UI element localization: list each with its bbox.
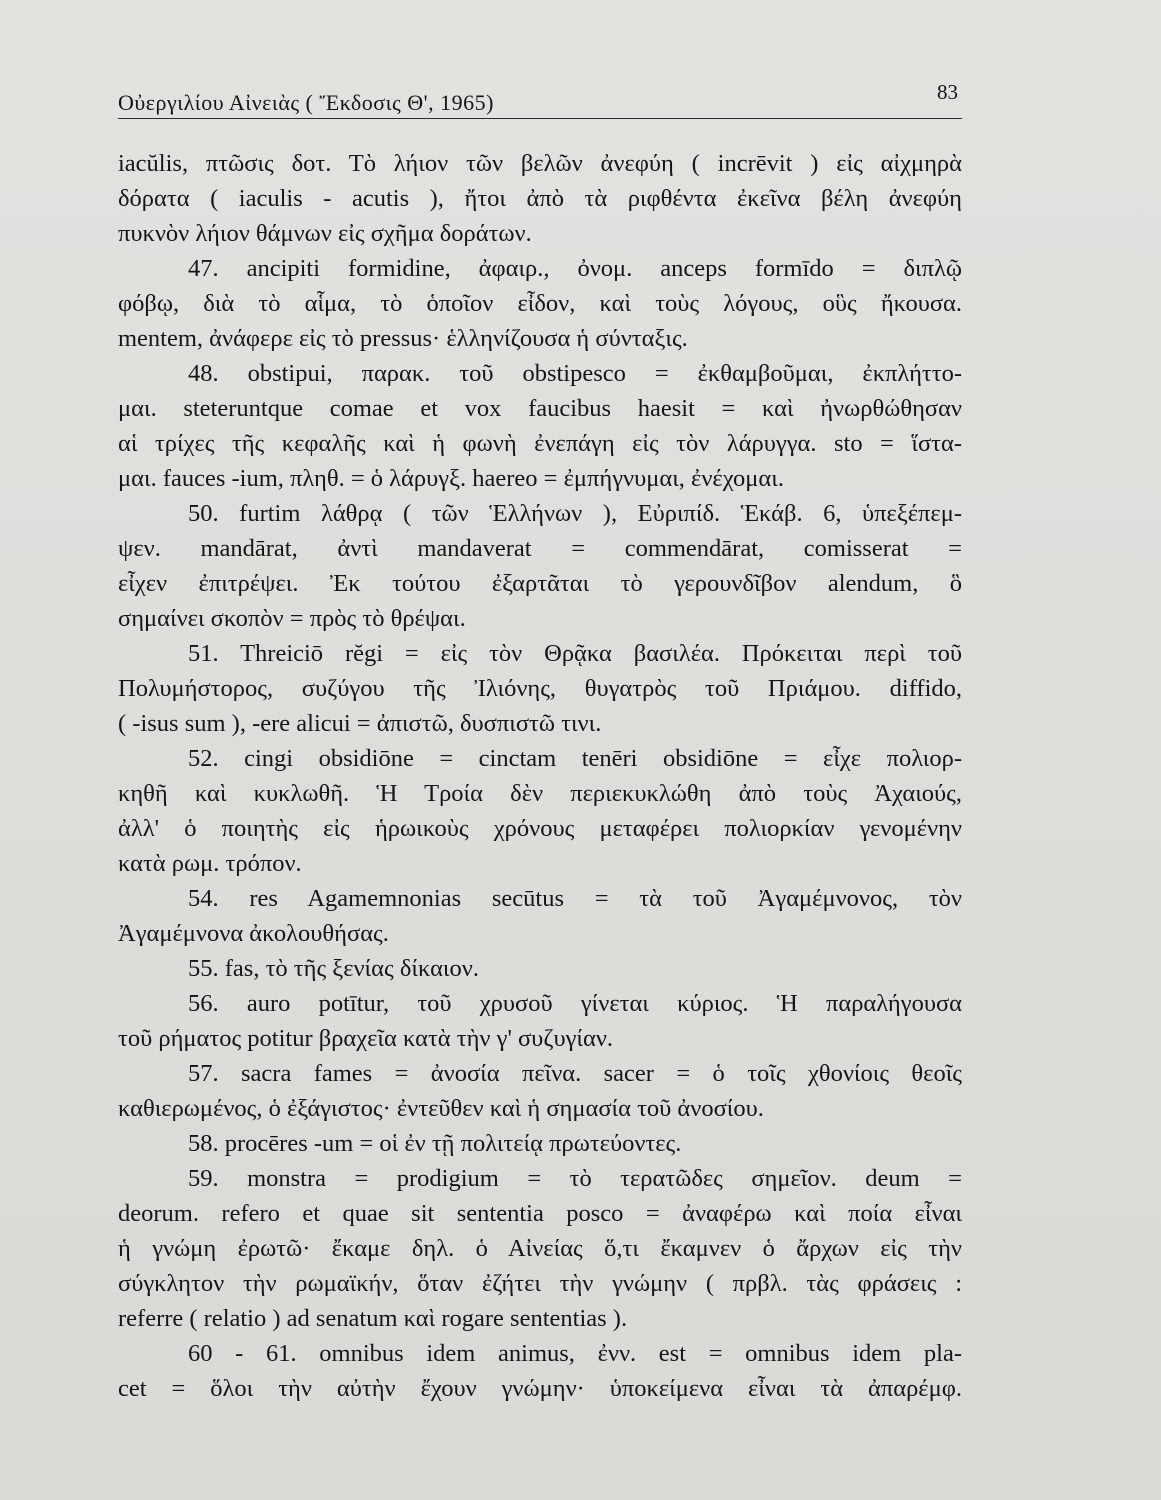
- text-line: 50. furtim λάθρᾳ ( τῶν Ἑλλήνων ), Εὐριπίδ. Ἑκάβ. 6, ὑπεξέπεμ-: [188, 500, 962, 527]
- text-line: 60 - 61. omnibus idem animus, ἐνν. est = omnibus idem pla-: [188, 1340, 962, 1367]
- text-line: εἶχεν ἐπιτρέψει. Ἐκ τούτου ἐξαρτᾶται τὸ γερουνδῖβον alendum, ὃ: [118, 570, 962, 597]
- text-line: σύγκλητον τὴν ρωμαϊκήν, ὅταν ἐζήτει τὴν γνώμην ( πρβλ. τὰς φράσεις :: [118, 1270, 962, 1297]
- text-line: 57. sacra fames = ἀνοσία πεῖνα. sacer = ὁ τοῖς χθονίοις θεοῖς: [188, 1060, 962, 1087]
- text-line: φόβῳ, διὰ τὸ αἷμα, τὸ ὁποῖον εἶδον, καὶ τοὺς λόγους, οὓς ἤκουσα.: [118, 290, 962, 317]
- text-line: 48. obstipui, παρακ. τοῦ obstipesco = ἐκθαμβοῦμαι, ἐκπλήττο-: [188, 360, 962, 387]
- text-line: καθιερωμένος, ὁ ἐξάγιστος· ἐντεῦθεν καὶ ἡ σημασία τοῦ ἀνοσίου.: [118, 1095, 764, 1122]
- text-line: αἱ τρίχες τῆς κεφαλῆς καὶ ἡ φωνὴ ἐνεπάγη εἰς τὸν λάρυγγα. sto = ἵστα-: [118, 430, 962, 457]
- text-line: 58. procēres -um = οἱ ἐν τῇ πολιτείᾳ πρωτεύοντες.: [188, 1130, 682, 1157]
- text-line: σημαίνει σκοπὸν = πρὸς τὸ θρέψαι.: [118, 605, 466, 632]
- text-line: 56. auro potītur, τοῦ χρυσοῦ γίνεται κύριος. Ἡ παραλήγουσα: [188, 990, 962, 1017]
- commentary-text: [118, 146, 962, 1406]
- text-line: iacŭlis, πτῶσις δοτ. Τὸ λήιον τῶν βελῶν ἀνεφύη ( incrēvit ) εἰς αἰχμηρὰ: [118, 150, 962, 177]
- text-line: μαι. steteruntque comae et vox faucibus haesit = καὶ ἠνωρθώθησαν: [118, 395, 962, 422]
- text-line: τοῦ ρήματος potitur βραχεῖα κατὰ τὴν γ' συζυγίαν.: [118, 1025, 614, 1052]
- text-line: referre ( relatio ) ad senatum καὶ rogare sententias ).: [118, 1305, 628, 1332]
- header-title: Οὐεργιλίου Αἰνειὰς ( Ἔκδοσις Θ', 1965): [118, 90, 494, 115]
- text-line: δόρατα ( iaculis - acutis ), ἤτοι ἀπὸ τὰ ριφθέντα ἐκεῖνα βέλη ἀνεφύη: [118, 185, 962, 212]
- text-line: μαι. fauces -ium, πληθ. = ὁ λάρυγξ. haereo = ἐμπήγνυμαι, ἐνέχομαι.: [118, 465, 784, 492]
- text-line: κατὰ ρωμ. τρόπον.: [118, 850, 302, 877]
- text-line: Ἀγαμέμνονα ἀκολουθήσας.: [118, 920, 389, 947]
- text-line: ἡ γνώμη ἐρωτῶ· ἔκαμε δηλ. ὁ Αἰνείας ὅ,τι ἔκαμνεν ὁ ἄρχων εἰς τὴν: [118, 1235, 962, 1262]
- text-line: 51. Threiciō rĕgi = εἰς τὸν Θρᾷκα βασιλέα. Πρόκειται περὶ τοῦ: [188, 640, 962, 667]
- text-line: mentem, ἀνάφερε εἰς τὸ pressus· ἑλληνίζουσα ἡ σύνταξις.: [118, 325, 688, 352]
- text-line: 59. monstra = prodigium = τὸ τερατῶδες σημεῖον. deum =: [188, 1165, 962, 1192]
- text-line: deorum. refero et quae sit sententia posco = ἀναφέρω καὶ ποία εἶναι: [118, 1200, 962, 1227]
- text-line: 52. cingi obsidiōne = cinctam tenēri obsidiōne = εἶχε πολιορ-: [188, 745, 962, 772]
- text-line: ( -isus sum ), -ere alicui = ἀπιστῶ, δυσπιστῶ τινι.: [118, 710, 602, 737]
- text-line: 54. res Agamemnonias secūtus = τὰ τοῦ Ἀγαμέμνονος, τὸν: [188, 885, 962, 912]
- text-line: κηθῆ καὶ κυκλωθῆ. Ἡ Τροία δὲν περιεκυκλώθη ἀπὸ τοὺς Ἀχαιούς,: [118, 780, 962, 807]
- running-header: [118, 78, 962, 119]
- text-line: 55. fas, τὸ τῆς ξενίας δίκαιον.: [188, 955, 479, 982]
- text-line: 47. ancipiti formidine, ἀφαιρ., ὀνομ. anceps formīdo = διπλῷ: [188, 255, 962, 282]
- text-line: ἀλλ' ὁ ποιητὴς εἰς ἡρωικοὺς χρόνους μεταφέρει πολιορκίαν γενομένην: [118, 815, 962, 842]
- text-line: Πολυμήστορος, συζύγου τῆς Ἰλιόνης, θυγατρὸς τοῦ Πριάμου. diffido,: [118, 675, 962, 702]
- text-line: cet = ὅλοι τὴν αὐτὴν ἔχουν γνώμην· ὑποκείμενα εἶναι τὰ ἀπαρέμφ.: [118, 1375, 962, 1402]
- text-line: ψεν. mandārat, ἀντὶ mandaverat = commendārat, comisserat =: [118, 535, 962, 562]
- page-number: 83: [937, 80, 958, 104]
- text-line: πυκνὸν λήιον θάμνων εἰς σχῆμα δοράτων.: [118, 220, 532, 247]
